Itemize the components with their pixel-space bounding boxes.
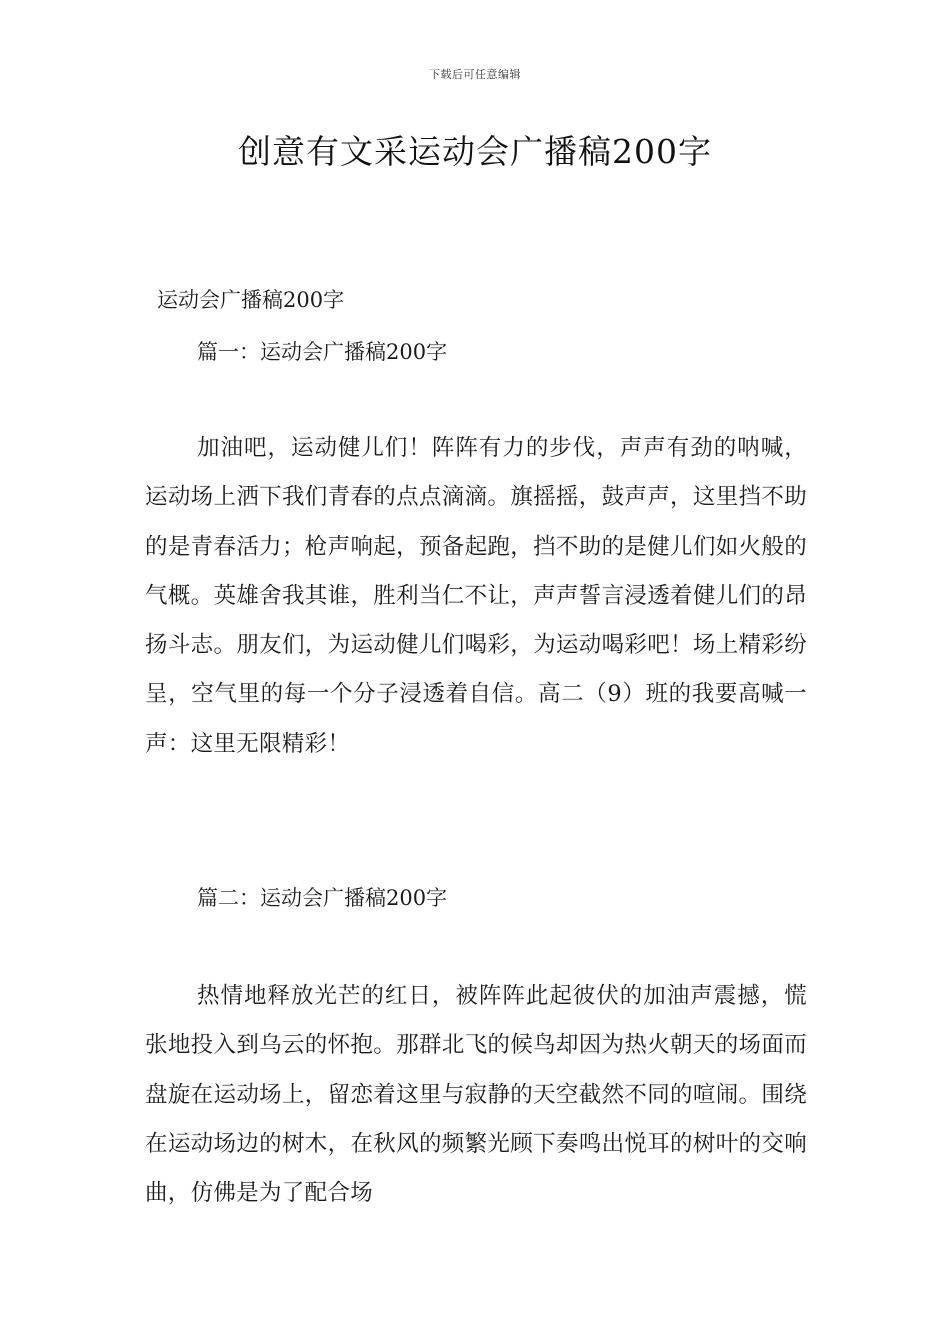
section-heading-2: 篇二：运动会广播稿200字 <box>197 886 448 910</box>
header-note: 下载后可任意编辑 <box>429 68 521 81</box>
document-subtitle: 运动会广播稿200字 <box>157 288 345 312</box>
section-paragraph-1: 加油吧，运动健儿们！阵阵有力的步伐，声声有劲的呐喊，运动场上洒下我们青春的点点滴滴。旗摇摇，鼓声声，这里挡不助的是青春活力；枪声响起，预备起跑，挡不助的是健儿们如火般的气概。英雄舍我其谁，胜利当仁不让，声声誓言浸透着健儿们的昂扬斗志。朋友们，为运动健儿们喝彩，为运动喝彩吧！场上精彩纷呈，空气里的每一个分子浸透着自信。高二（9）班的我要高喊一声：这里无限精彩！ <box>145 435 807 757</box>
section-heading-1: 篇一：运动会广播稿200字 <box>197 340 448 364</box>
section-paragraph-2: 热情地释放光芒的红日，被阵阵此起彼伏的加油声震撼，慌张地投入到乌云的怀抱。那群北飞的候鸟却因为热火朝天的场面而盘旋在运动场上，留恋着这里与寂静的天空截然不同的喧闹。围绕在运动场边的树木，在秋风的频繁光顾下奏鸣出悦耳的树叶的交响曲，仿佛是为了配合场 <box>145 983 807 1207</box>
document-title: 创意有文采运动会广播稿200字 <box>238 132 712 171</box>
